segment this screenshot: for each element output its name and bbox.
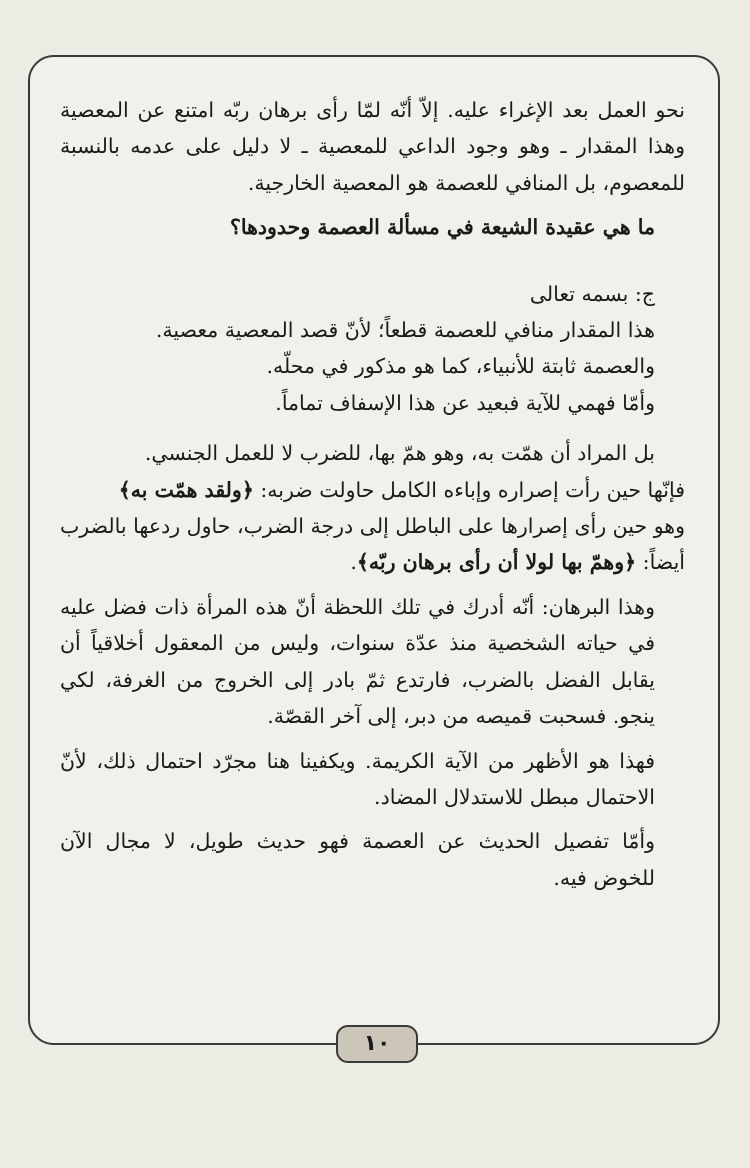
text-body — [60, 92, 685, 896]
paragraph-7 — [60, 508, 685, 581]
quran-quote-1: ﴿ولقد همّت به﴾ — [118, 477, 254, 502]
paragraph-9: فهذا هو الأظهر من الآية الكريمة. ويكفينا هنا مجرّد احتمال ذلك، لأنّ الاحتمال مبطل للاستدلال المضاد. — [60, 748, 655, 809]
paragraph-1: نحو العمل بعد الإغراء عليه. إلاّ أنّه لمّا رأى برهان ربّه امتنع عن المعصية وهذا المقدار ـ وهو وجود الداعي للمعصية ـ لا دليل على عدمه بالنسبة للمعصوم، بل المنافي للعصمة هو المعصية الخارجية. — [60, 98, 685, 195]
paragraph-2: هذا المقدار منافي للعصمة قطعاً؛ لأنّ قصد المعصية معصية. — [155, 318, 655, 343]
paragraph-7-end: . — [350, 550, 357, 575]
paragraph-8: وهذا البرهان: أنّه أدرك في تلك اللحظة أنّ هذه المرأة ذات فضل عليه في حياته الشخصية منذ عدّة سنوات، وليس من المعقول أخلاقياً أن يقابل الفضل بالضرب، فارتدع ثمّ بادر إلى الخروج من الغرفة، لكي ينجو. فسحبت قميصه من دبر، إلى آخر القصّة. — [60, 594, 655, 729]
question-heading: ما هي عقيدة الشيعة في مسألة العصمة وحدودها؟ — [229, 215, 655, 240]
paragraph-6 — [60, 472, 685, 508]
paragraph-5: بل المراد أن همّت به، وهو همّ بها، للضرب لا للعمل الجنسي. — [144, 441, 655, 466]
answer-heading: ج: بسمه تعالى — [529, 281, 655, 306]
quran-quote-2: ﴿وهمّ بها لولا أن رأى برهان ربّه﴾ — [356, 550, 637, 575]
page-number: ١٠ — [336, 1025, 418, 1063]
paragraph-6-text: فإنّها حين رأت إصراره وإباءه الكامل حاولت ضربه: — [260, 477, 685, 502]
paragraph-4: وأمّا فهمي للآية فبعيد عن هذا الإسفاف تماماً. — [275, 390, 655, 415]
paragraph-7-text: وهو حين رأى إصرارها على الباطل إلى درجة الضرب، حاول ردعها بالضرب أيضاً: — [60, 514, 685, 575]
paragraph-3: والعصمة ثابتة للأنبياء، كما هو مذكور في محلّه. — [266, 354, 655, 379]
paragraph-10: وأمّا تفصيل الحديث عن العصمة فهو حديث طويل، لا مجال الآن للخوض فيه. — [60, 829, 655, 890]
